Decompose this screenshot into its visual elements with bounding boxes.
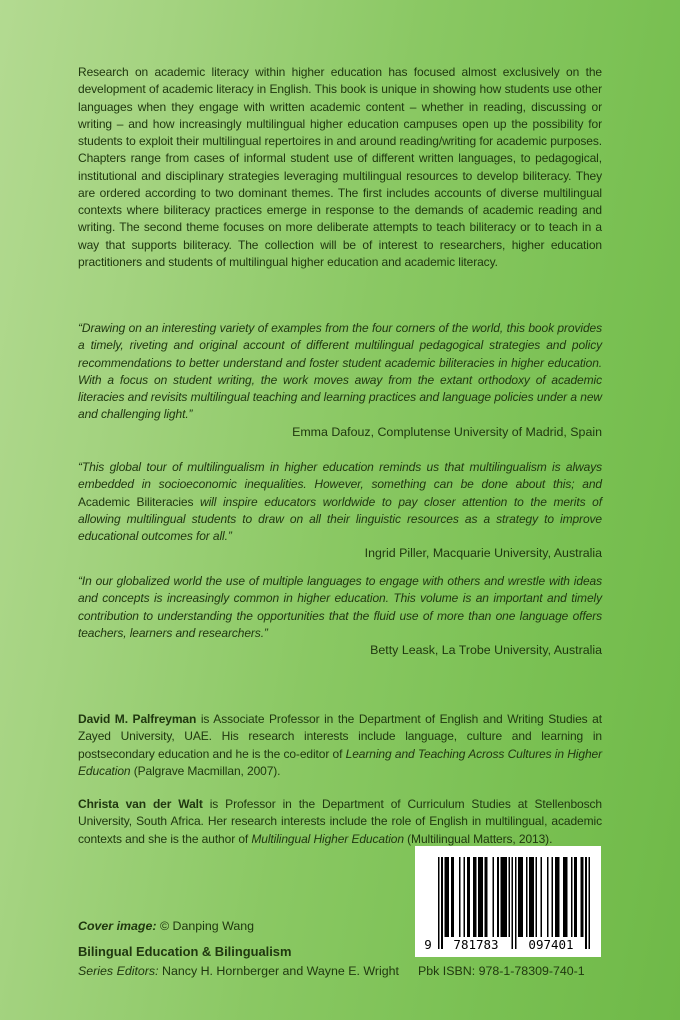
endorsement-quote: “Drawing on an interesting variety of examples from the four corners of the world, this book provides a timely, riveting and original account of different multilingual pedagogical strategies and policy recommendations to better understand and foster student academic biliteracies in higher education. With a focus on student writing, the work moves away from the extant orthodoxy of academic literacies and revisits multilingual teaching and learning practices and language policies under a new and challenging light.” [78,321,602,422]
endorsement-3 [78,573,602,659]
endorsement-attribution: Emma Dafouz, Complutense University of Madrid, Spain [292,424,602,439]
barcode-digits-right: 097401 [528,937,574,952]
barcode-bars [438,857,590,949]
synopsis-paragraph: Research on academic literacy within higher education has focused almost exclusively on the development of academic literacy in English. This book is unique in showing how students use other languages when they engage with written academic content – whether in reading, discussing or writing – and how increasingly multilingual higher education campuses open up the possibility for students to exploit their multilingual repertoires in and around reading/writing for academic purposes. Chapters range from cases of informal student use of different written languages, to pedagogical, institutional and disciplinary strategies leveraging multilingual resources to develop biliteracy. They are ordered according to two dominant themes. The first includes accounts of diverse multilingual contexts where biliteracy practices emerge in response to the demands of academic reading and writing. The second theme focuses on more deliberate attempts to teach biliteracy or to teach in a way that supports biliteracy. The collection will be of interest to researchers, higher education practitioners and students of multilingual higher education and academic literacy. [78,65,602,269]
endorsement-1 [78,320,602,441]
endorsement-quote: “In our globalized world the use of multiple languages to engage with others and wrestle with ideas and concepts is increasingly common in higher education. This volume is an important and timely contribution to understanding the opportunities that the fluid use of more than one language offers teachers, learners and researchers.” [78,574,602,640]
barcode-digit-first: 9 [424,937,432,952]
series-editors: Series Editors: Nancy H. Hornberger and Wayne E. Wright [78,964,399,978]
endorsement-2 [78,459,602,563]
barcode-digits-left: 781783 [453,937,499,952]
isbn-label: Pbk ISBN: 978-1-78309-740-1 [418,964,585,978]
author-bio-palfreyman: David M. Palfreyman is Associate Professor in the Department of English and Writing Studies at Zayed University, UAE. His research interests include language, culture and learning in postsecondary education and he is the co-editor of Learning and Teaching Across Cultures in Higher Education (Palgrave Macmillan, 2007). [78,712,602,778]
endorsement-attribution: Ingrid Piller, Macquarie University, Australia [364,546,602,561]
barcode [415,846,601,957]
cover-image-credit: Cover image: © Danping Wang [78,919,255,933]
endorsement-attribution: Betty Leask, La Trobe University, Australia [370,643,602,657]
endorsement-quote: “This global tour of multilingualism in higher education reminds us that multilingualism is always embedded in socioeconomic inequalities. However, something can be done about this; and Academic Biliteracies will inspire educators worldwide to pay closer attention to the merits of allowing multilingual students to draw on all their linguistic resources as a strategy to improve educational outcomes for all.” [78,460,602,543]
author-bio-van-der-walt: Christa van der Walt is Professor in the Department of Curriculum Studies at Stellenbosch University, South Africa. Her research interests include the role of English in multilingual, academic contexts and she is the author of Multilingual Higher Education (Multilingual Matters, 2013). [78,797,603,846]
series-title: Bilingual Education & Bilingualism [78,944,292,959]
